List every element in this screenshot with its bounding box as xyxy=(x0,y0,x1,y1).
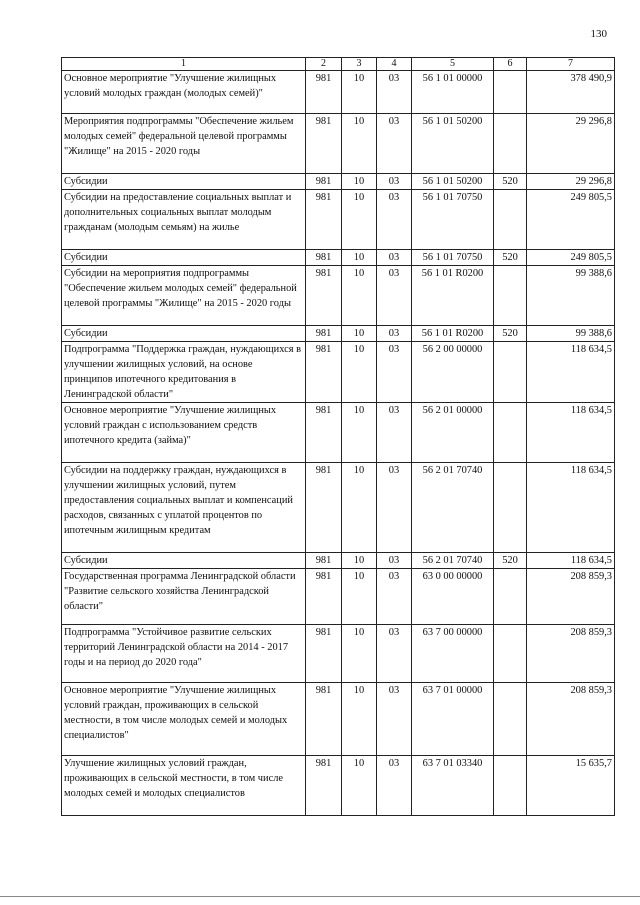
row-amount: 208 859,3 xyxy=(527,683,615,756)
row-code-3: 10 xyxy=(342,553,377,569)
row-code-4: 03 xyxy=(377,326,412,342)
row-csr: 56 2 01 70740 xyxy=(412,553,494,569)
row-amount: 208 859,3 xyxy=(527,625,615,683)
row-name: Основное мероприятие "Улучшение жилищных условий граждан с использованием средств ипотечного кредита (займа)" xyxy=(62,403,306,463)
row-vr xyxy=(494,569,527,625)
row-vr xyxy=(494,114,527,174)
row-code-4: 03 xyxy=(377,625,412,683)
row-name: Подпрограмма "Поддержка граждан, нуждающихся в улучшении жилищных условий, на основе принципов ипотечного кредитования в Ленинградской области" xyxy=(62,342,306,403)
row-name: Субсидии на поддержку граждан, нуждающихся в улучшении жилищных условий, путем предоставления социальных выплат и компенсаций расходов, связанных с уплатой процентов по ипотечным жилищным кредитам xyxy=(62,463,306,553)
row-csr: 63 0 00 00000 xyxy=(412,569,494,625)
row-name: Улучшение жилищных условий граждан, проживающих в сельской местности, в том числе молодых семей и молодых специалистов xyxy=(62,756,306,816)
row-amount: 118 634,5 xyxy=(527,342,615,403)
row-name: Субсидии xyxy=(62,174,306,190)
row-amount: 249 805,5 xyxy=(527,250,615,266)
row-csr: 56 1 01 70750 xyxy=(412,250,494,266)
row-code-4: 03 xyxy=(377,342,412,403)
row-code-4: 03 xyxy=(377,756,412,816)
budget-table xyxy=(61,57,615,816)
row-code-4: 03 xyxy=(377,174,412,190)
row-name: Субсидии xyxy=(62,250,306,266)
row-vr xyxy=(494,266,527,326)
row-code-3: 10 xyxy=(342,569,377,625)
row-csr: 56 1 01 70750 xyxy=(412,190,494,250)
table-row xyxy=(62,569,615,625)
row-csr: 56 1 01 50200 xyxy=(412,174,494,190)
row-code-4: 03 xyxy=(377,683,412,756)
row-vr: 520 xyxy=(494,174,527,190)
row-code-4: 03 xyxy=(377,190,412,250)
row-code-2: 981 xyxy=(306,569,342,625)
row-code-3: 10 xyxy=(342,114,377,174)
table-row xyxy=(62,342,615,403)
header-col-3: 3 xyxy=(342,58,377,71)
row-csr: 63 7 01 00000 xyxy=(412,683,494,756)
row-code-2: 981 xyxy=(306,553,342,569)
table-row xyxy=(62,403,615,463)
table-row xyxy=(62,266,615,326)
row-code-3: 10 xyxy=(342,463,377,553)
row-csr: 56 2 00 00000 xyxy=(412,342,494,403)
row-csr: 56 1 01 R0200 xyxy=(412,266,494,326)
row-amount: 29 296,8 xyxy=(527,114,615,174)
table-row xyxy=(62,174,615,190)
table-row xyxy=(62,756,615,816)
row-code-2: 981 xyxy=(306,403,342,463)
row-code-4: 03 xyxy=(377,250,412,266)
table-row xyxy=(62,190,615,250)
table-row xyxy=(62,71,615,114)
row-csr: 56 2 01 00000 xyxy=(412,403,494,463)
table-row xyxy=(62,553,615,569)
header-col-2: 2 xyxy=(306,58,342,71)
row-code-2: 981 xyxy=(306,342,342,403)
row-amount: 208 859,3 xyxy=(527,569,615,625)
row-csr: 56 1 01 00000 xyxy=(412,71,494,114)
row-code-2: 981 xyxy=(306,625,342,683)
table-row xyxy=(62,250,615,266)
row-code-2: 981 xyxy=(306,114,342,174)
row-vr xyxy=(494,342,527,403)
table-row xyxy=(62,463,615,553)
row-code-2: 981 xyxy=(306,326,342,342)
table-row xyxy=(62,326,615,342)
header-col-4: 4 xyxy=(377,58,412,71)
row-csr: 63 7 01 03340 xyxy=(412,756,494,816)
header-col-6: 6 xyxy=(494,58,527,71)
header-col-5: 5 xyxy=(412,58,494,71)
row-vr xyxy=(494,463,527,553)
row-code-3: 10 xyxy=(342,342,377,403)
row-code-3: 10 xyxy=(342,71,377,114)
header-row xyxy=(62,58,615,71)
row-name: Субсидии на мероприятия подпрограммы "Обеспечение жильем молодых семей" федеральной целевой программы "Жилище" на 2015 - 2020 годы xyxy=(62,266,306,326)
row-amount: 15 635,7 xyxy=(527,756,615,816)
row-code-3: 10 xyxy=(342,756,377,816)
row-name: Основное мероприятие "Улучшение жилищных условий молодых граждан (молодых семей)" xyxy=(62,71,306,114)
row-code-4: 03 xyxy=(377,553,412,569)
row-csr: 63 7 00 00000 xyxy=(412,625,494,683)
row-vr: 520 xyxy=(494,326,527,342)
row-code-2: 981 xyxy=(306,463,342,553)
row-code-4: 03 xyxy=(377,114,412,174)
row-code-2: 981 xyxy=(306,266,342,326)
row-code-2: 981 xyxy=(306,174,342,190)
row-name: Государственная программа Ленинградской области "Развитие сельского хозяйства Ленинградской области" xyxy=(62,569,306,625)
row-code-3: 10 xyxy=(342,326,377,342)
row-amount: 249 805,5 xyxy=(527,190,615,250)
row-vr: 520 xyxy=(494,553,527,569)
row-code-4: 03 xyxy=(377,569,412,625)
row-amount: 99 388,6 xyxy=(527,266,615,326)
row-code-2: 981 xyxy=(306,190,342,250)
row-vr: 520 xyxy=(494,250,527,266)
row-vr xyxy=(494,403,527,463)
row-amount: 29 296,8 xyxy=(527,174,615,190)
row-vr xyxy=(494,756,527,816)
row-code-3: 10 xyxy=(342,683,377,756)
page-bottom-rule xyxy=(0,896,640,897)
row-code-2: 981 xyxy=(306,683,342,756)
row-amount: 118 634,5 xyxy=(527,403,615,463)
row-code-2: 981 xyxy=(306,756,342,816)
row-name: Мероприятия подпрограммы "Обеспечение жильем молодых семей" федеральной целевой программы "Жилище" на 2015 - 2020 годы xyxy=(62,114,306,174)
row-amount: 118 634,5 xyxy=(527,553,615,569)
row-amount: 99 388,6 xyxy=(527,326,615,342)
row-name: Субсидии xyxy=(62,326,306,342)
row-code-3: 10 xyxy=(342,266,377,326)
row-csr: 56 2 01 70740 xyxy=(412,463,494,553)
row-code-4: 03 xyxy=(377,403,412,463)
row-code-3: 10 xyxy=(342,625,377,683)
row-csr: 56 1 01 50200 xyxy=(412,114,494,174)
row-amount: 118 634,5 xyxy=(527,463,615,553)
row-code-2: 981 xyxy=(306,71,342,114)
row-code-3: 10 xyxy=(342,403,377,463)
row-name: Субсидии xyxy=(62,553,306,569)
page-number: 130 xyxy=(590,28,607,40)
table-row xyxy=(62,114,615,174)
row-vr xyxy=(494,190,527,250)
table-row xyxy=(62,625,615,683)
row-code-3: 10 xyxy=(342,250,377,266)
row-code-2: 981 xyxy=(306,250,342,266)
row-csr: 56 1 01 R0200 xyxy=(412,326,494,342)
header-col-7: 7 xyxy=(527,58,615,71)
row-code-3: 10 xyxy=(342,174,377,190)
row-name: Субсидии на предоставление социальных выплат и дополнительных социальных выплат молодым гражданам (молодым семьям) на жилье xyxy=(62,190,306,250)
row-name: Основное мероприятие "Улучшение жилищных условий граждан, проживающих в сельской местности, в том числе молодых семей и молодых специалистов" xyxy=(62,683,306,756)
row-vr xyxy=(494,683,527,756)
header-col-1: 1 xyxy=(62,58,306,71)
table-row xyxy=(62,683,615,756)
row-amount: 378 490,9 xyxy=(527,71,615,114)
row-name: Подпрограмма "Устойчивое развитие сельских территорий Ленинградской области на 2014 - 2017 годы и на период до 2020 года" xyxy=(62,625,306,683)
row-code-4: 03 xyxy=(377,71,412,114)
row-code-3: 10 xyxy=(342,190,377,250)
row-vr xyxy=(494,625,527,683)
row-vr xyxy=(494,71,527,114)
row-code-4: 03 xyxy=(377,266,412,326)
row-code-4: 03 xyxy=(377,463,412,553)
